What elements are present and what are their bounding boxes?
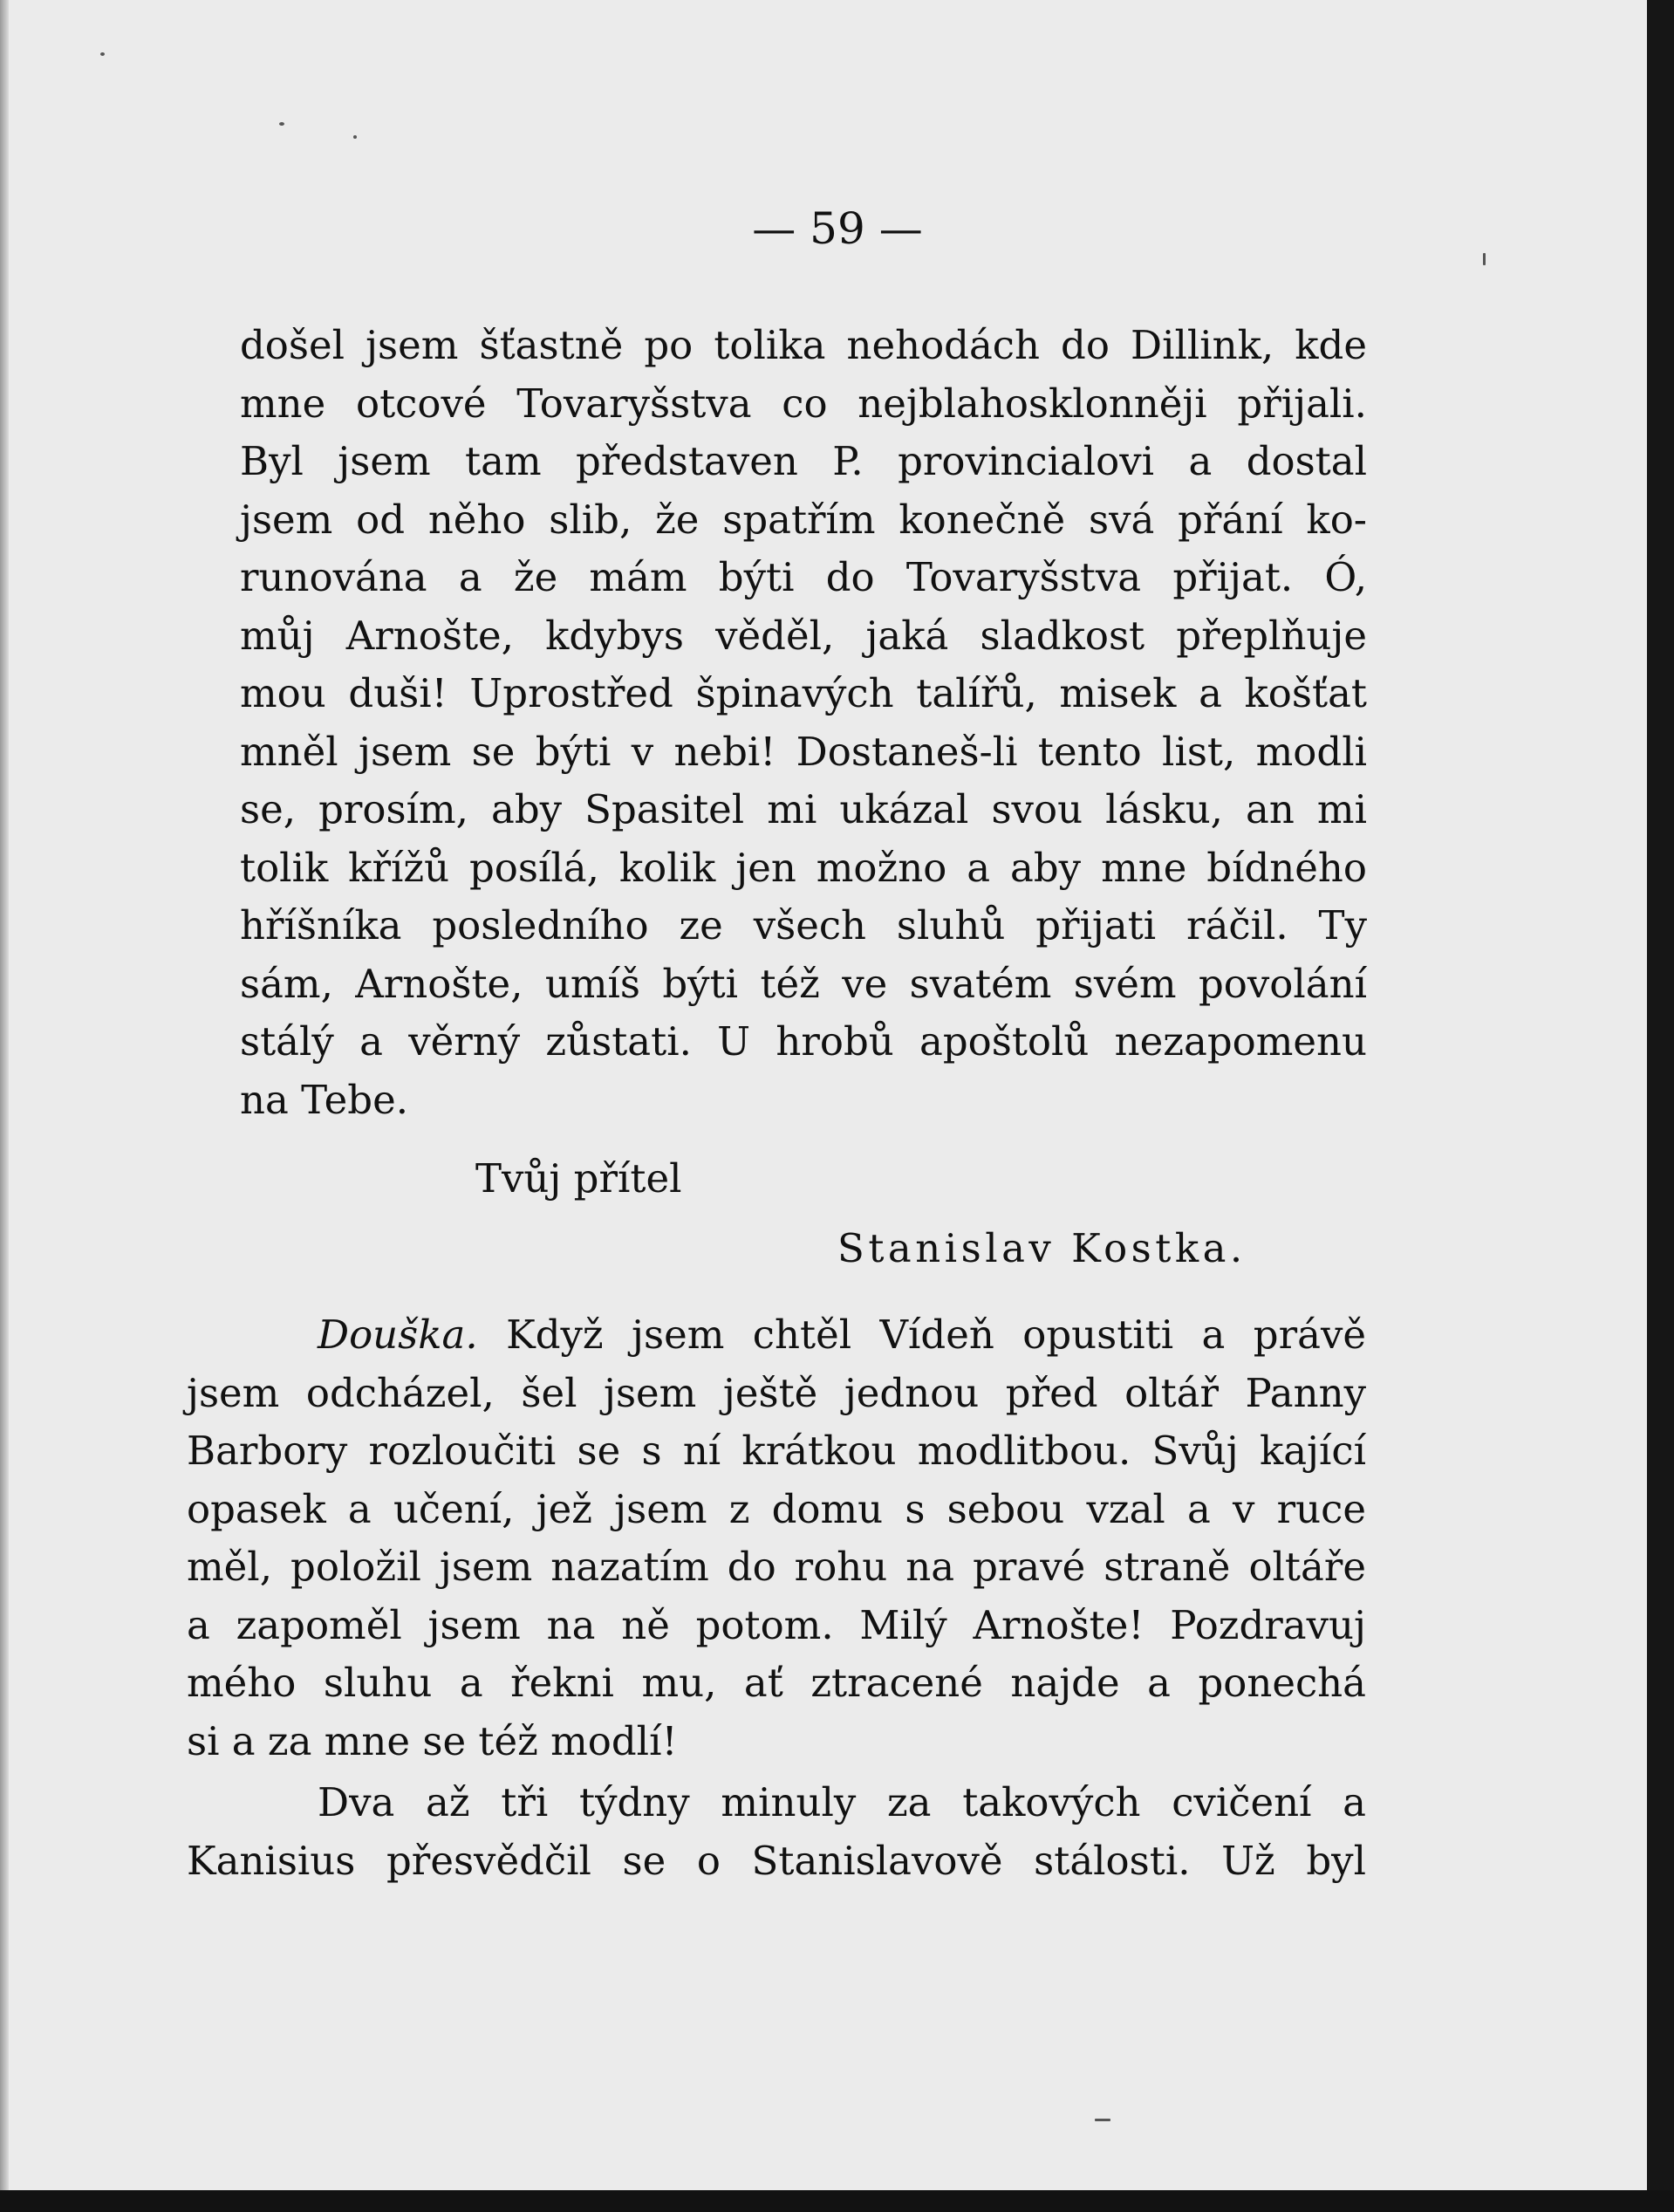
text-line: se, prosím, aby Spasitel mi ukázal svou lásku, an mi — [240, 786, 1367, 832]
text-line: opasek a učení, jež jsem z domu s sebou vzal a v ruce — [187, 1485, 1366, 1532]
text-line: stálý a věrný zůstati. U hrobů apoštolů nezapomenu — [240, 1018, 1367, 1065]
text-line: došel jsem šťastně po tolika nehodách do Dillink, kde — [240, 322, 1367, 368]
postscript-label: Douška. — [318, 1311, 478, 1358]
text-line: a zapoměl jsem na ně potom. Milý Arnošte! Pozdravuj — [187, 1601, 1366, 1648]
text-line: Kanisius přesvědčil se o Stanislavově stálosti. Už byl — [187, 1837, 1366, 1884]
letter-signature: Stanislav Kostka. — [837, 1225, 1247, 1271]
text-line: můj Arnošte, kdybys věděl, jaká sladkost přeplňuje — [240, 612, 1367, 659]
text-line: na Tebe. — [240, 1076, 409, 1123]
postscript-first-line: Když jsem chtěl Vídeň opustiti a právě — [506, 1311, 1367, 1358]
text-line: jsem odcházel, šel jsem ještě jednou před oltář Panny — [187, 1369, 1366, 1416]
text-line: mého sluhu a řekni mu, ať ztracené najde a ponechá — [187, 1660, 1366, 1706]
text-line: Barbory rozloučiti se s ní krátkou modlitbou. Svůj kající — [187, 1428, 1366, 1474]
text-line: sám, Arnošte, umíš býti též ve svatém svém povolání — [240, 960, 1367, 1007]
text-line — [187, 1306, 1366, 1365]
text-line: Dva až tři týdny minuly za takových cvičení a — [318, 1779, 1366, 1825]
paper-speck — [100, 52, 105, 56]
letter-salutation: Tvůj přítel — [475, 1155, 682, 1202]
letter-body — [240, 317, 1367, 1129]
page-left-edge — [0, 0, 9, 2190]
text-line: tolik křížů posílá, kolik jen možno a aby mne bídného — [240, 844, 1367, 891]
narrative-paragraph — [187, 1774, 1366, 1890]
scan-border-bottom — [0, 2190, 1674, 2212]
text-line: hříšníka posledního ze všech sluhů přijati ráčil. Ty — [240, 902, 1367, 948]
paper-speck — [279, 122, 284, 126]
text-line: měl, položil jsem nazatím do rohu na pravé straně oltáře — [187, 1544, 1366, 1590]
text-line: mne otcové Tovaryšstva co nejblahosklonněji přijali. — [240, 380, 1367, 427]
scan-border-right — [1647, 0, 1674, 2212]
paper-speck — [1095, 2119, 1110, 2121]
paper-speck — [353, 135, 357, 139]
paper-speck — [1483, 253, 1486, 265]
text-line: Byl jsem tam představen P. provincialovi a dostal — [240, 438, 1367, 484]
text-line: si a za mne se též modlí! — [187, 1717, 678, 1764]
postscript — [187, 1306, 1366, 1770]
text-line: mněl jsem se býti v nebi! Dostaneš-li tento list, modli — [240, 728, 1367, 775]
text-line: mou duši! Uprostřed špinavých talířů, misek a košťat — [240, 670, 1367, 716]
text-line: jsem od něho slib, že spatřím konečně svá přání ko- — [240, 496, 1367, 543]
page-number: — 59 — — [752, 203, 923, 254]
text-line: runována a že mám býti do Tovaryšstva přijat. Ó, — [240, 554, 1367, 600]
